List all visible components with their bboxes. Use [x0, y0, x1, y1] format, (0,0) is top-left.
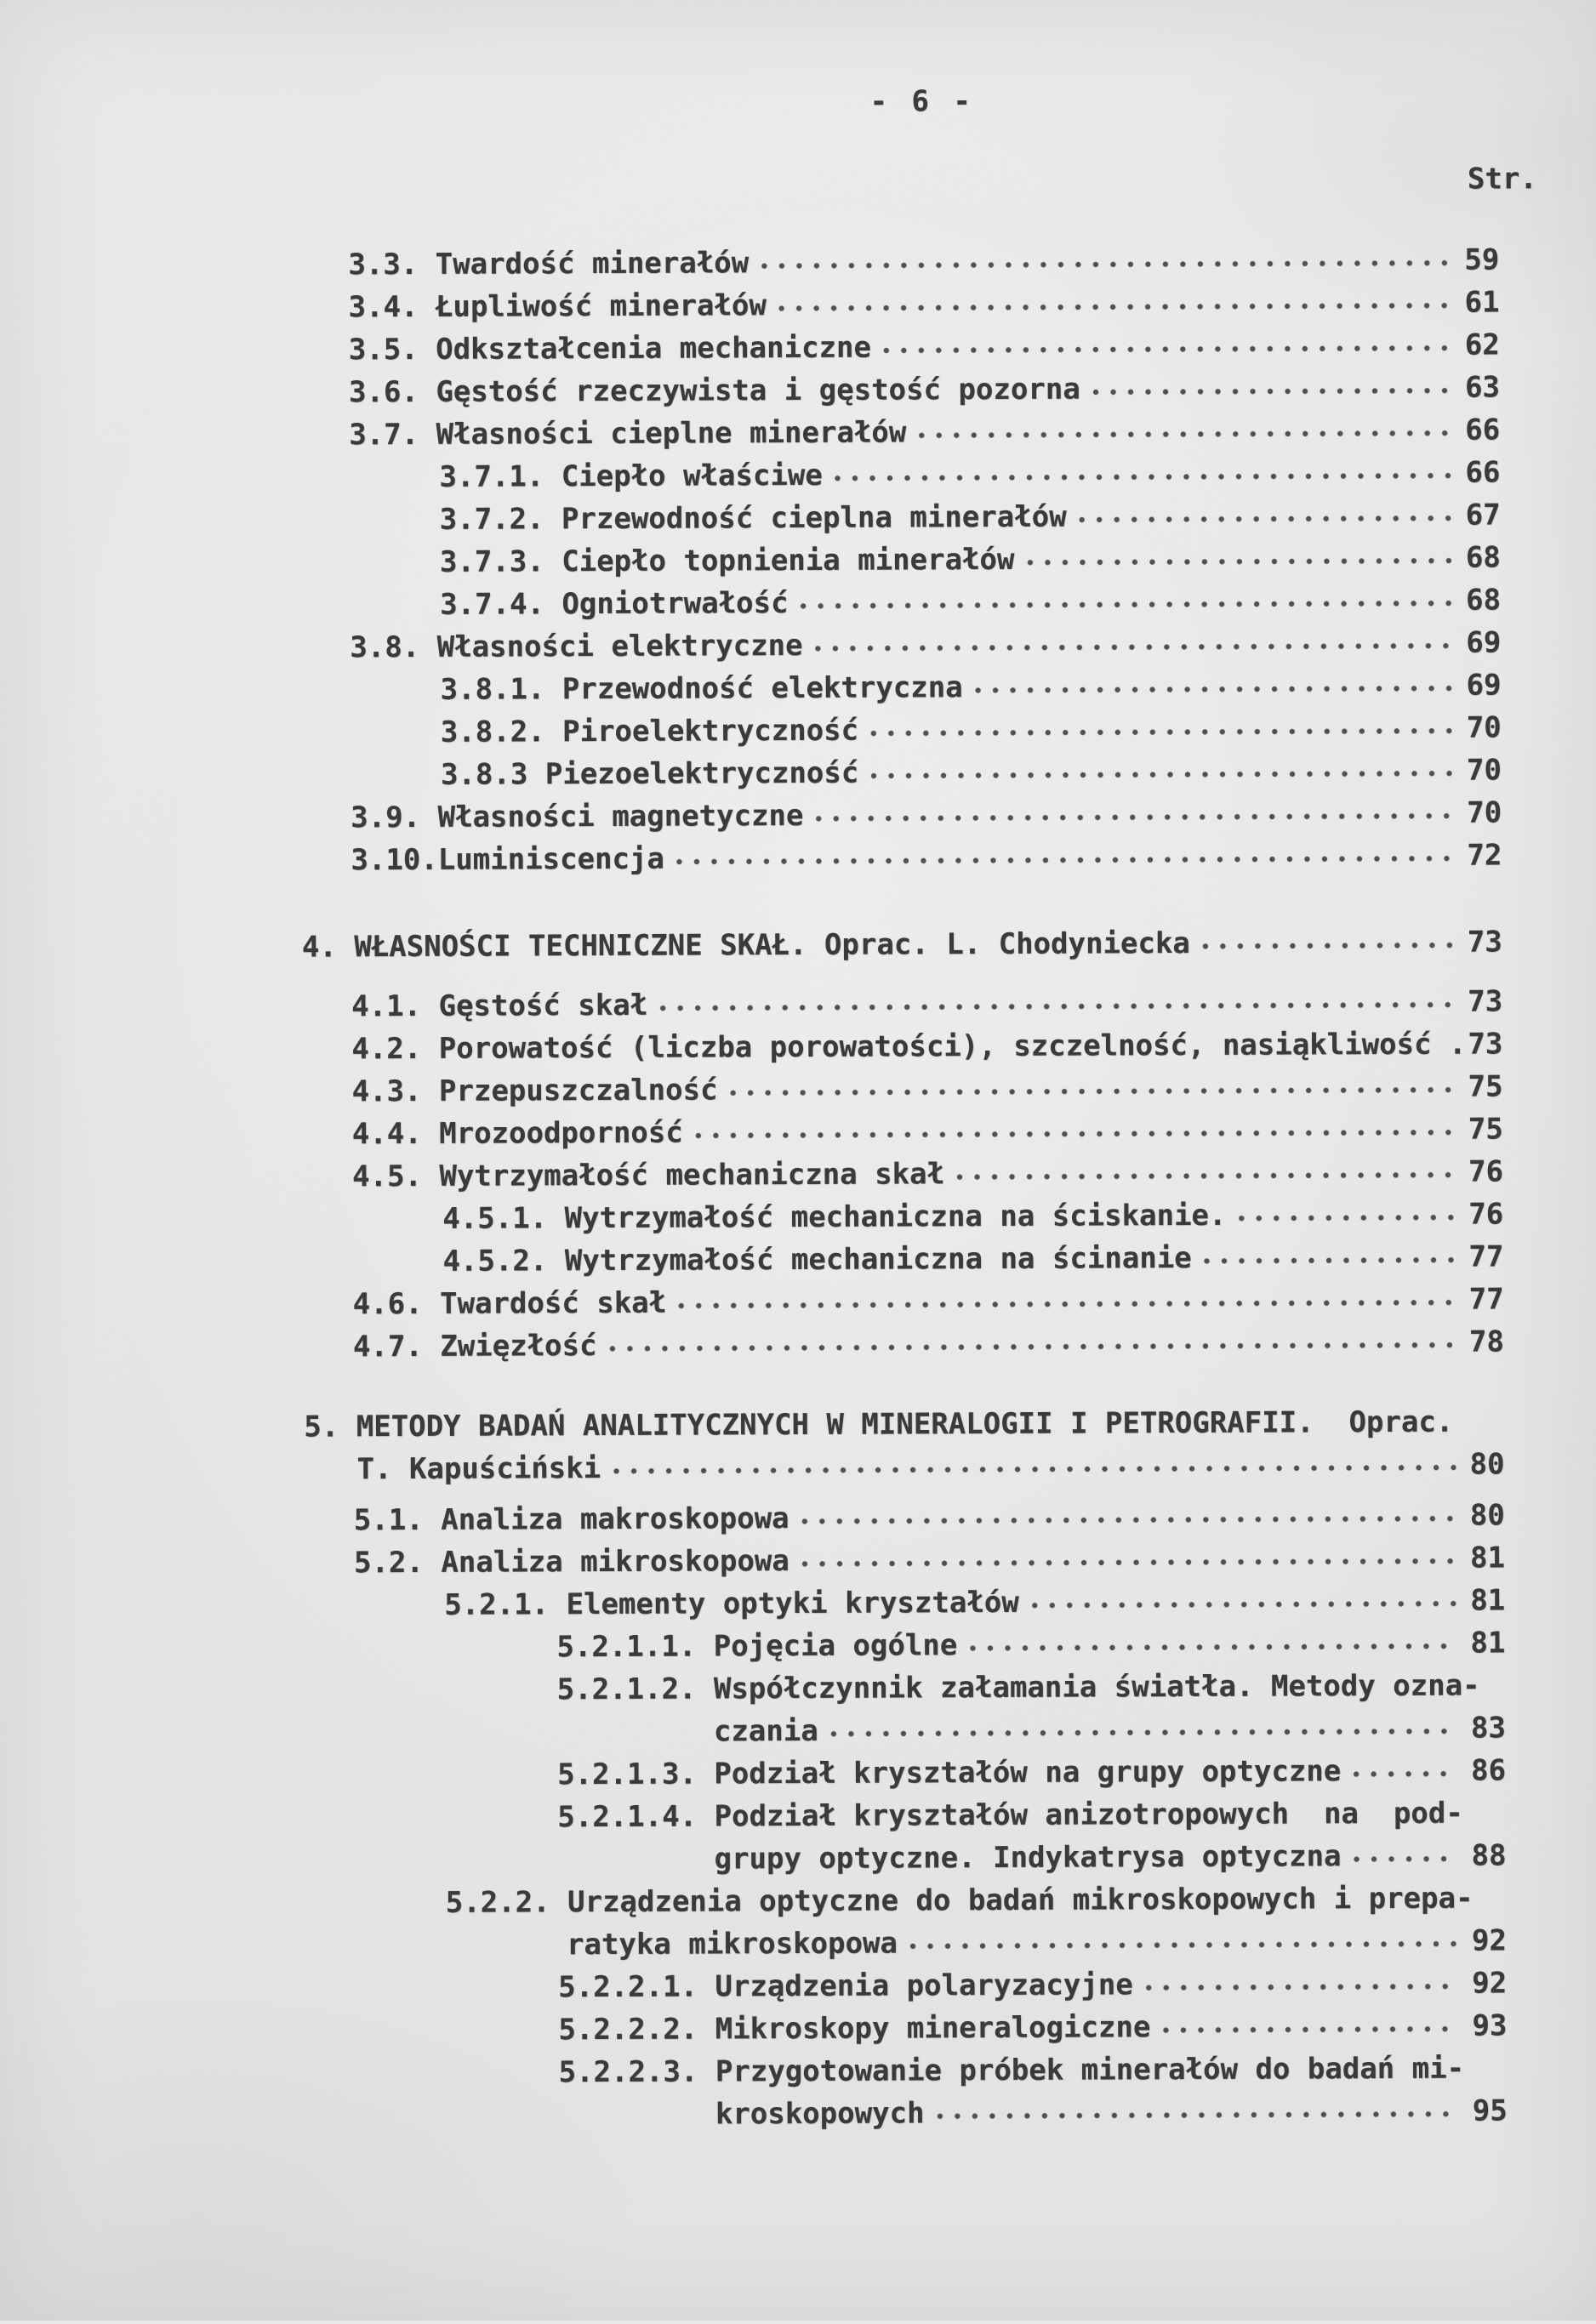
- toc-entry-text: czania: [714, 1713, 818, 1750]
- toc-page-number: 80: [1470, 1497, 1555, 1533]
- toc-row: [0, 327, 1550, 376]
- toc-row: [0, 582, 1551, 631]
- toc-row: [0, 497, 1551, 546]
- toc-row: [4, 2093, 1558, 2142]
- toc-page-number: 81: [1470, 1625, 1555, 1660]
- dot-leader: [609, 1341, 1456, 1353]
- toc-entry-text: 4.5.2. Wytrzymałość mechaniczna na ścinanie: [442, 1240, 1191, 1279]
- toc-entry-text: 5.2.1. Elementy optyki kryształów: [444, 1585, 1019, 1623]
- toc-page-number: 76: [1468, 1196, 1553, 1232]
- dot-leader: [870, 727, 1453, 738]
- dot-leader: [1079, 515, 1452, 524]
- toc-row: [0, 983, 1553, 1033]
- toc-entry-text: 3.3. Twardość minerałów: [348, 245, 749, 282]
- dot-leader: [1238, 1214, 1455, 1222]
- toc-page-number: 73: [1468, 1026, 1553, 1062]
- toc-entry-text: 3.6. Gęstość rzeczywista i gęstość pozorna: [349, 372, 1080, 411]
- toc-entry-text: 3.4. Łupliwość minerałów: [349, 288, 767, 325]
- page-column-header: Str.: [1468, 162, 1537, 196]
- toc-page-number: 75: [1468, 1068, 1553, 1104]
- toc-page-number: 70: [1467, 795, 1552, 830]
- toc-row: [3, 2008, 1557, 2057]
- toc-entry-text: 3.8.2. Piroelektryczność: [441, 713, 858, 750]
- dot-leader: [937, 2110, 1459, 2121]
- toc-page-number: 78: [1469, 1324, 1554, 1359]
- toc-row: [0, 454, 1551, 504]
- dot-leader: [659, 1001, 1454, 1012]
- toc-entry-text: T. Kapuściński: [356, 1450, 601, 1487]
- toc-entry-text: 4.2. Porowatość (liczba porowatości), szczelność, nasiąkliwość .: [351, 1027, 1466, 1068]
- toc-row: [0, 624, 1551, 674]
- dot-leader: [1353, 1770, 1457, 1779]
- toc-entry-text: 3.5. Odkształcenia mechaniczne: [349, 330, 871, 368]
- toc-entry-text: 5.2.1.3. Podział kryształów na grupy optyczne: [557, 1753, 1341, 1792]
- toc-entry-text: 3.7.1. Ciepło właściwe: [439, 458, 823, 495]
- toc-row: [0, 1068, 1553, 1118]
- page-number-header: - 6 -: [869, 84, 974, 119]
- section-3: [0, 242, 1553, 886]
- toc-page-number: 77: [1469, 1281, 1554, 1317]
- toc-row: [3, 1837, 1556, 1887]
- toc-row: [0, 924, 1553, 973]
- toc-row: [0, 709, 1552, 759]
- toc-entry-text: 4.6. Twardość skał: [353, 1285, 667, 1323]
- toc-entry-text: 3.7.4. Ogniotrwałość: [440, 585, 789, 623]
- toc-page-number: 62: [1465, 327, 1550, 362]
- toc-page-number: 70: [1467, 709, 1552, 745]
- dot-leader: [975, 685, 1453, 694]
- toc-page-number: 95: [1473, 2093, 1558, 2128]
- dot-leader: [909, 1940, 1458, 1951]
- dot-leader: [730, 1086, 1455, 1097]
- toc-row: [0, 412, 1550, 461]
- dot-leader: [613, 1464, 1456, 1475]
- toc-entry-text: grupy optyczne. Indykatrysa optyczna: [714, 1838, 1341, 1877]
- toc-entry-text: 4.1. Gęstość skał: [351, 988, 647, 1025]
- dot-leader: [918, 430, 1451, 440]
- toc-row: [2, 1497, 1555, 1546]
- toc-row: [1, 1324, 1554, 1373]
- dot-leader: [761, 259, 1451, 271]
- toc-row: [3, 1965, 1557, 2014]
- toc-entry-text: 3.8. Własności elektryczne: [350, 628, 802, 665]
- toc-entry-text: 5.2.1.4. Podział kryształów anizotropowych na pod-: [557, 1796, 1463, 1836]
- toc-row: [0, 667, 1552, 716]
- dot-leader: [778, 302, 1451, 312]
- dot-leader: [815, 812, 1453, 823]
- toc-entry-text: 5.2.1.2. Współczynnik załamania światła. Metody ozna-: [557, 1668, 1480, 1708]
- toc-page-number: 67: [1466, 497, 1551, 533]
- dot-leader: [1026, 557, 1452, 567]
- toc-row: [0, 284, 1550, 333]
- toc-row: [4, 2050, 1558, 2099]
- toc-page-number: 80: [1469, 1446, 1554, 1482]
- toc-page-number: 73: [1468, 983, 1553, 1019]
- toc-row: [1, 1446, 1554, 1495]
- toc-row: [3, 1667, 1556, 1717]
- dot-leader: [1031, 1600, 1457, 1609]
- dot-leader: [801, 1558, 1456, 1568]
- toc-entry-text: 5.2.2. Urządzenia optyczne do badań mikroskopowych i prepa-: [446, 1881, 1473, 1921]
- dot-leader: [830, 1728, 1457, 1738]
- toc-entry-text: 4.5.1. Wytrzymałość mechaniczna na ściskanie.: [442, 1198, 1226, 1237]
- toc-row: [1, 1404, 1554, 1453]
- toc-page-number: 63: [1465, 369, 1550, 405]
- dot-leader: [815, 642, 1453, 652]
- toc-entry-text: ratyka mikroskopowa: [567, 1925, 898, 1962]
- toc-entry-text: 3.7. Własności cieplne minerałów: [349, 414, 906, 453]
- toc-page-number: 68: [1466, 582, 1551, 618]
- toc-entry-text: 3.8.1. Przewodność elektryczna: [440, 669, 962, 708]
- toc-page-number: 66: [1465, 412, 1550, 447]
- toc-entry-text: 3.10.Luminiscencja: [351, 841, 664, 879]
- toc-page-number: 81: [1470, 1582, 1555, 1618]
- toc-row: [0, 795, 1552, 844]
- dot-leader: [835, 472, 1452, 482]
- toc-page-number: 68: [1466, 539, 1551, 575]
- toc-row: [2, 1625, 1555, 1674]
- toc-page-number: 83: [1471, 1710, 1556, 1746]
- dot-leader: [1353, 1855, 1457, 1864]
- toc-row: [2, 1540, 1555, 1589]
- toc-row: [0, 1196, 1553, 1245]
- toc-page-number: 86: [1471, 1752, 1556, 1788]
- toc-page-number: 61: [1465, 284, 1550, 320]
- dot-leader: [1204, 1256, 1456, 1265]
- toc-page-number: 69: [1466, 624, 1551, 660]
- dot-leader: [1202, 942, 1454, 950]
- toc-entry-text: 5.2. Analiza mikroskopowa: [354, 1543, 789, 1581]
- toc-row: [0, 1026, 1553, 1075]
- dot-leader: [1092, 387, 1451, 396]
- toc-entry-text: 5.2.2.2. Mikroskopy mineralogiczne: [558, 2009, 1150, 2048]
- toc: [0, 242, 1596, 2142]
- toc-entry-text: 3.7.2. Przewodność cieplna minerałów: [440, 499, 1067, 538]
- toc-entry-text: 3.9. Własności magnetyczne: [351, 798, 803, 835]
- toc-entry-text: 4.4. Mrozoodporność: [352, 1115, 683, 1153]
- dot-leader: [678, 1299, 1456, 1310]
- toc-entry-text: 5.2.2.3. Przygotowanie próbek minerałów do badań mi-: [559, 2051, 1465, 2091]
- toc-entry-text: 3.8.3 Piezoelektryczność: [441, 755, 858, 793]
- toc-page-number: 69: [1466, 667, 1551, 703]
- toc-row: [3, 1710, 1556, 1759]
- toc-page-number: 77: [1468, 1239, 1553, 1274]
- dot-leader: [676, 855, 1454, 866]
- dot-leader: [1162, 2025, 1458, 2035]
- toc-row: [0, 539, 1551, 589]
- toc-entry-text: 5.2.2.1. Urządzenia polaryzacyjne: [558, 1967, 1133, 2005]
- toc-page-number: 66: [1465, 454, 1550, 490]
- toc-row: [3, 1752, 1556, 1802]
- toc-entry-text: 3.7.3. Ciepło topnienia minerałów: [440, 542, 1015, 580]
- toc-entry-text: kroskopowych: [715, 2095, 925, 2132]
- toc-entry-text: 5.1. Analiza makroskopowa: [354, 1501, 789, 1538]
- toc-row: [0, 242, 1550, 291]
- toc-page-number: 76: [1468, 1153, 1553, 1189]
- toc-row: [0, 1111, 1553, 1160]
- toc-page-number: 75: [1468, 1111, 1553, 1147]
- dot-leader: [969, 1643, 1456, 1653]
- toc-row: [0, 1239, 1553, 1288]
- section-5: [1, 1404, 1558, 2142]
- toc-row: [3, 1922, 1557, 1972]
- toc-entry-text: 4.5. Wytrzymałość mechaniczna skał: [352, 1156, 944, 1194]
- toc-page-number: 72: [1467, 837, 1552, 873]
- toc-page-number: 70: [1467, 752, 1552, 788]
- dot-leader: [883, 345, 1451, 355]
- section-4: [0, 924, 1554, 1373]
- toc-entry-text: 4.7. Zwięzłość: [353, 1328, 597, 1364]
- dot-leader: [801, 1515, 1456, 1525]
- toc-row: [0, 369, 1550, 419]
- toc-row: [0, 1153, 1553, 1203]
- dot-leader: [956, 1171, 1455, 1182]
- toc-page-number: 73: [1468, 924, 1553, 960]
- toc-entry-text: 4. WŁASNOŚCI TECHNICZNE SKAŁ. Oprac. L. Chodyniecka: [302, 926, 1190, 965]
- dot-leader: [801, 600, 1453, 610]
- toc-entry-text: 5.2.1.1. Pojęcia ogólne: [556, 1627, 957, 1665]
- toc-page-number: 93: [1472, 2008, 1557, 2043]
- toc-row: [2, 1582, 1555, 1632]
- toc-entry-text: 4.3. Przepuszczalność: [352, 1072, 718, 1109]
- toc-row: [1, 1281, 1554, 1330]
- toc-entry-text: 5. METODY BADAŃ ANALITYCZNYCH W MINERALOGII I PETROGRAFII. Oprac.: [304, 1404, 1453, 1445]
- toc-page-number: 88: [1471, 1837, 1556, 1873]
- toc-page-number: 81: [1470, 1540, 1555, 1575]
- toc-page-number: 92: [1472, 1922, 1557, 1958]
- dot-leader: [695, 1129, 1455, 1140]
- toc-row: [3, 1880, 1557, 1929]
- toc-row: [0, 837, 1553, 886]
- toc-page-number: 59: [1464, 242, 1549, 277]
- dot-leader: [1145, 1983, 1459, 1992]
- toc-row: [0, 752, 1552, 801]
- dot-leader: [870, 770, 1453, 780]
- toc-page-number: 92: [1472, 1965, 1557, 2001]
- toc-row: [3, 1795, 1556, 1844]
